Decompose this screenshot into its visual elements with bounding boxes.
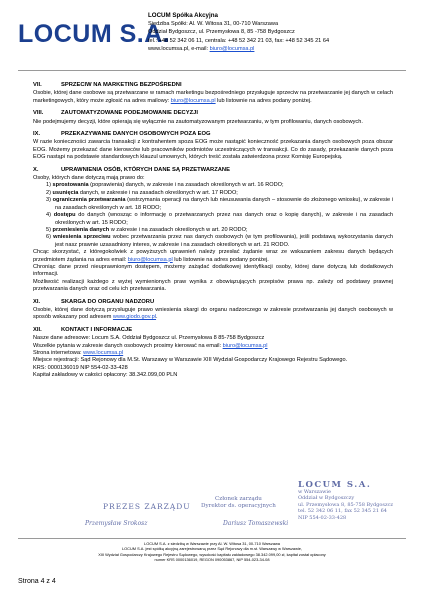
section-title: SKARGA DO ORGANU NADZORU bbox=[61, 298, 155, 305]
footer-divider bbox=[18, 538, 406, 539]
section-viii bbox=[33, 110, 393, 126]
list-item: 3) ograniczenia przetwarzania (wstrzymania operacji na danych lub nieusuwania danych – stosownie do złożonego wniosku), w zakresie i na zasadach określonych w art. 18 RODO; bbox=[46, 197, 394, 211]
section-title: ZAUTOMATYZOWANE PODEJMOWANIE DECYZJI bbox=[61, 110, 198, 117]
signature-stamps bbox=[33, 482, 403, 540]
email-link[interactable]: biuro@locumsa.pl bbox=[222, 342, 268, 349]
company-web: www.locumsa.pl, e-mail: biuro@locumsa.pl bbox=[148, 45, 255, 52]
section-xi bbox=[33, 299, 393, 322]
rights-intro: Osoby, których dane dotyczą mają prawo do: bbox=[33, 175, 145, 182]
contact-info bbox=[33, 335, 393, 379]
section-number: X. bbox=[33, 166, 39, 173]
footer-line: XIII Wydział Gospodarczy Krajowego Rejestru Sądowego, wysokość kapitału zakładowego 38.342.099,00 zł, kapitał został opłacony bbox=[98, 551, 326, 557]
section-text: Nie podejmujemy decyzji, które opierają się wyłącznie na zautomatyzowanym przetwarzaniu, w tym profilowaniu, danych osobowych. bbox=[33, 118, 363, 125]
section-number: IX. bbox=[33, 131, 41, 138]
rights-request-text: Chcąc skorzystać, z któregokolwiek z powyższych uprawnień należy przesłać żądanie wraz ze wskazaniem zakresu danych będących przedmiotem żądania na adres email: biuro@locumsa.pl lub listownie na adres podany poniżej. bbox=[33, 249, 393, 263]
company-details bbox=[148, 12, 329, 53]
company-phone: tel.: +48 52 342 06 11, centrala: +48 52 342 21 03, fax: +48 52 345 21 64 bbox=[148, 37, 330, 44]
section-text: W razie konieczności zawarcia transakcji z kontrahentem spoza EOG może nastąpić konieczność przekazania danych osobowych poza obszar EOG. Możemy przekazać dane kierowców lub pracowników podmiotów uczestniczących w transakcji. Co do zasady, przekazanie danych poza EOG nastąpi na podstawie standardowych klauzul umownych, których treść została zatwierdzona przez Komisję Europejską. bbox=[33, 139, 393, 161]
section-text: Osobie, której dane osobowe są przetwarzane w ramach marketingu bezpośredniego przysługuje sprzeciw na przetwarzanie jej danych w celach marketingowych, który może zgłosić na adres mailowy: biuro@locumsa.pl lub listownie na adres podany poniżej. bbox=[33, 90, 393, 104]
section-ix bbox=[33, 131, 393, 162]
contact-email-line: Wszelkie pytania w zakresie danych osobowych prosimy kierować na email: biuro@locumsa.pl bbox=[33, 342, 268, 349]
list-item: 5) przeniesienia danych w zakresie i na zasadach określonych w art. 20 RODO; bbox=[46, 226, 248, 233]
website-link[interactable]: www.locumsa.pl bbox=[83, 350, 124, 356]
president-signature: Przemysław Srokosz bbox=[85, 520, 148, 527]
section-title: SPRZECIW NA MARKETING BEZPOŚREDNI bbox=[61, 82, 182, 88]
page-number: Strona 4 z 4 bbox=[18, 578, 56, 585]
section-number: VIII. bbox=[33, 110, 44, 117]
section-xii bbox=[33, 327, 393, 380]
section-number: XII. bbox=[33, 326, 42, 333]
rights-list bbox=[33, 182, 393, 249]
section-number: XI. bbox=[33, 298, 41, 305]
section-number: VII. bbox=[33, 82, 42, 88]
company-email-link[interactable]: biuro@locumsa.pl bbox=[209, 45, 255, 52]
website-line: Strona internetowa: www.locumsa.pl bbox=[33, 350, 124, 356]
section-vii bbox=[33, 82, 393, 105]
section-text: Osobie, której dane dotyczą przysługuje prawo wniesienia skargi do organu nadzorczego w zakresie przetwarzania jej danych osobowych w sposób wskazany pod adresem www.giodo.gov.pl. bbox=[33, 306, 393, 321]
company-name: LOCUM Spółka Akcyjna bbox=[148, 12, 218, 19]
footer-line: numer KRS 0000136019, REGON 090053867, NIP 554-023-34-08 bbox=[154, 556, 270, 562]
footer-line: LOCUM S.A. z siedzibą w Warszawie przy Al. W. Witosa 31, 00-710 Warszawa bbox=[144, 541, 280, 546]
list-item: 6) wniesienia sprzeciwu wobec przetwarzania przez nas danych osobowych (w tym profilowania), jeśli podstawą wykorzystania danych jest nasz prawnie uzasadniony interes, w zakresie i na zasadach określonych w art. 21 RODO. bbox=[46, 234, 393, 248]
email-link[interactable]: biuro@locumsa.pl bbox=[127, 256, 173, 263]
identification-text: Chroniąc dane przed nieuprawnionym dostępem, możemy zażądać dodatkowej identyfikacji osoby, której dane dotyczą lub dodatkowych informacji. bbox=[33, 263, 393, 278]
board-member-signature: Dariusz Tomaszewski bbox=[223, 520, 289, 527]
president-stamp: PREZES ZARZĄDU bbox=[103, 502, 191, 511]
section-title: UPRAWNIENIA OSÓB, KTÓRYCH DANE SĄ PRZETWARZANE bbox=[61, 166, 230, 173]
section-x bbox=[33, 167, 393, 294]
company-seat: Siedziba Spółki: Al. W. Witosa 31, 00-710 Warszawa bbox=[148, 21, 279, 28]
registration-line: Miejsce rejestracji: Sąd Rejonowy dla M.St. Warszawy w Warszawie XIII Wydział Gospodarczy Krajowego Rejestru Sądowego. bbox=[33, 357, 348, 364]
address-line: Nasze dane adresowe: Locum S.A. Oddział Bydgoszcz ul. Przemysłowa 8 85-758 Bydgoszcz bbox=[33, 335, 265, 342]
email-link[interactable]: biuro@locumsa.pl bbox=[170, 97, 216, 104]
board-member-stamp: Członek zarządu Dyrektor ds. operacyjnych bbox=[201, 496, 276, 509]
list-item: 4) dostępu do danych (wnosząc o informację o przetwarzanych przez nas danych oraz o kopię danych), w zakresie i na zasadach określonych w art. 15 RODO; bbox=[46, 212, 393, 226]
giodo-link[interactable]: www.giodo.gov.pl bbox=[112, 314, 157, 321]
footer-line: LOCUM S.A. jest spółką akcyjną zarejestrowaną przez Sąd Rejonowy dla m.st. Warszawy w Warszawie, bbox=[121, 546, 303, 552]
header-divider bbox=[18, 70, 406, 71]
company-branch: Oddział Bydgoszcz, ul. Przemysłowa 8, 85 -758 Bydgoszcz bbox=[148, 29, 295, 36]
legal-basis-text: Możliwość realizacji każdego z wyżej wymienionych praw wynika z obowiązujących przepisów prawa np. zależy od podstawy prawnej przetwarzania danych oraz od celu ich przetwarzania. bbox=[33, 278, 393, 293]
section-title: PRZEKAZYWANIE DANYCH OSOBOWYCH POZA EOG bbox=[61, 131, 211, 138]
section-title: KONTAKT I INFORMACJE bbox=[61, 326, 133, 333]
company-logo: LOCUM S.A. bbox=[18, 20, 171, 48]
krs-nip-line: KRS: 0000136019 NIP 554-02-33-428 bbox=[33, 364, 128, 371]
capital-line: Kapitał zakładowy w całości opłacony: 38.342.099,00 PLN bbox=[33, 372, 178, 379]
list-item: 1) sprostowania (poprawienia) danych, w zakresie i na zasadach określonych w art. 16 RODO; bbox=[46, 182, 284, 189]
document-body bbox=[33, 82, 393, 385]
company-stamp: LOCUM S.A. w Warszawie Oddział w Bydgoszczy ul. Przemysłowa 8, 85-758 Bydgoszcz tel. 52 342 06 11, fax 52 345 21 64 NIP 554-02-33-428 bbox=[298, 480, 394, 521]
list-item: 2) usunięcia danych, w zakresie i na zasadach określonych w art. 17 RODO; bbox=[46, 189, 238, 196]
letterhead bbox=[18, 12, 413, 74]
page-footer bbox=[30, 541, 394, 562]
